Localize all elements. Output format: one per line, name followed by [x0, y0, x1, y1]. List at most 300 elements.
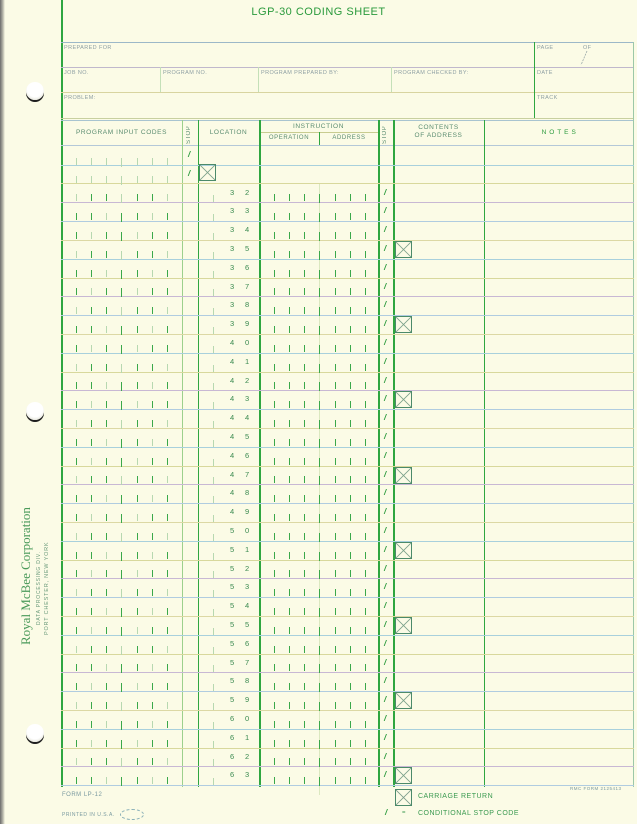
input-code-tick — [167, 288, 168, 295]
instruction-tick — [304, 589, 305, 596]
location-digit-2: 2 — [245, 187, 250, 197]
binder-hole-bottom — [26, 724, 44, 742]
table-row[interactable] — [61, 390, 634, 409]
instruction-tick — [350, 514, 351, 521]
location-digit-1: 5 — [230, 525, 235, 535]
input-code-tick — [152, 270, 153, 277]
input-code-tick — [106, 458, 107, 465]
input-code-tick — [152, 721, 153, 728]
instruction-tick — [274, 232, 275, 239]
instruction-tick — [350, 570, 351, 577]
input-code-tick — [76, 439, 77, 446]
instruction-tick — [365, 627, 366, 634]
table-row[interactable] — [61, 560, 634, 579]
instruction-tick — [365, 570, 366, 577]
instruction-tick — [350, 495, 351, 502]
input-code-tick — [91, 270, 92, 277]
input-code-tick — [91, 683, 92, 690]
input-code-tick — [152, 627, 153, 634]
location-tick — [213, 628, 214, 635]
input-code-tick — [137, 758, 138, 765]
instruction-tick — [365, 758, 366, 765]
input-code-tick — [137, 683, 138, 690]
input-code-tick — [167, 251, 168, 258]
location-digit-1: 4 — [230, 450, 235, 460]
instruction-tick — [335, 307, 336, 314]
table-row[interactable] — [61, 748, 634, 767]
instruction-tick — [335, 589, 336, 596]
conditional-stop-mark: / — [384, 619, 387, 629]
input-code-tick — [137, 420, 138, 427]
instruction-tick — [274, 664, 275, 671]
input-code-tick — [137, 232, 138, 239]
input-code-tick — [76, 176, 77, 183]
location-digit-2: 8 — [245, 488, 250, 498]
conditional-stop-mark: / — [384, 544, 387, 554]
location-tick — [213, 308, 214, 315]
input-code-tick — [91, 533, 92, 540]
col-notes: N O T E S — [541, 129, 577, 136]
input-code-tick — [152, 476, 153, 483]
conditional-stop-mark: / — [188, 150, 191, 159]
instruction-tick — [274, 608, 275, 615]
input-code-tick — [152, 326, 153, 333]
location-digit-1: 5 — [230, 676, 235, 686]
instruction-tick — [304, 627, 305, 634]
prepared-for-label: PREPARED FOR — [64, 45, 112, 51]
input-code-tick — [91, 758, 92, 765]
instruction-tick — [304, 194, 305, 201]
table-row[interactable] — [61, 635, 634, 654]
instruction-tick — [289, 552, 290, 559]
table-row[interactable] — [61, 259, 634, 278]
input-code-tick — [76, 213, 77, 220]
input-code-tick — [137, 664, 138, 671]
input-code-tick — [91, 664, 92, 671]
instruction-tick — [274, 758, 275, 765]
table-row[interactable] — [61, 334, 634, 353]
input-code-tick — [91, 777, 92, 784]
instruction-tick — [289, 664, 290, 671]
instruction-tick — [274, 439, 275, 446]
input-code-tick — [167, 364, 168, 371]
location-digit-1: 3 — [230, 281, 235, 291]
instruction-tick — [289, 213, 290, 220]
carriage-return-box-icon — [395, 617, 412, 634]
location-digit-1: 5 — [230, 582, 235, 592]
input-code-tick — [76, 702, 77, 709]
input-code-tick — [91, 476, 92, 483]
instruction-tick — [350, 382, 351, 389]
instruction-tick — [289, 194, 290, 201]
instruction-tick — [335, 646, 336, 653]
instruction-tick — [289, 758, 290, 765]
location-digit-2: 6 — [245, 450, 250, 460]
input-code-tick — [106, 608, 107, 615]
input-code-tick — [167, 476, 168, 483]
instruction-tick — [289, 270, 290, 277]
location-digit-2: 1 — [245, 356, 250, 366]
input-code-tick — [91, 721, 92, 728]
location-digit-1: 4 — [230, 394, 235, 404]
input-code-tick — [76, 533, 77, 540]
location-digit-1: 4 — [230, 507, 235, 517]
input-code-tick — [106, 158, 107, 165]
instruction-tick — [350, 232, 351, 239]
location-digit-1: 5 — [230, 601, 235, 611]
instruction-tick — [274, 326, 275, 333]
page-label: PAGE — [537, 45, 554, 51]
location-tick — [213, 233, 214, 240]
instruction-tick — [304, 458, 305, 465]
input-code-tick — [152, 288, 153, 295]
table-row[interactable] — [61, 466, 634, 485]
instruction-tick — [289, 382, 290, 389]
instruction-tick — [335, 382, 336, 389]
table-row[interactable] — [61, 541, 634, 560]
form-number: FORM LP-12 — [62, 792, 103, 798]
location-tick — [213, 289, 214, 296]
instruction-tick — [350, 288, 351, 295]
input-code-tick — [137, 326, 138, 333]
table-row[interactable] — [61, 240, 634, 259]
legend-equals: = — [402, 810, 407, 816]
instruction-tick — [365, 589, 366, 596]
location-digit-1: 5 — [230, 544, 235, 554]
location-digit-1: 5 — [230, 563, 235, 573]
location-digit-2: 5 — [245, 243, 250, 253]
instruction-tick — [335, 570, 336, 577]
input-code-tick — [167, 702, 168, 709]
table-row[interactable] — [61, 447, 634, 466]
table-row[interactable] — [61, 184, 634, 203]
publisher-imprint — [18, 507, 50, 645]
input-code-tick — [137, 382, 138, 389]
instruction-tick — [335, 345, 336, 352]
table-row[interactable] — [61, 616, 634, 635]
instruction-tick — [350, 758, 351, 765]
location-digit-2: 4 — [245, 601, 250, 611]
location-tick — [213, 459, 214, 466]
instruction-tick — [274, 570, 275, 577]
instruction-tick — [365, 740, 366, 747]
input-code-tick — [91, 702, 92, 709]
col-program-input-codes: PROGRAM INPUT CODES — [75, 129, 168, 136]
carriage-return-box-icon — [199, 164, 216, 181]
location-digit-2: 0 — [245, 337, 250, 347]
input-code-tick — [152, 158, 153, 165]
instruction-tick — [289, 251, 290, 258]
instruction-tick — [350, 721, 351, 728]
binder-hole-top — [26, 82, 44, 100]
instruction-tick — [304, 364, 305, 371]
table-row[interactable] — [61, 372, 634, 391]
input-code-tick — [91, 514, 92, 521]
instruction-tick — [274, 213, 275, 220]
location-digit-2: 5 — [245, 431, 250, 441]
table-row[interactable] — [61, 315, 634, 334]
instruction-tick — [350, 401, 351, 408]
instruction-tick — [350, 270, 351, 277]
location-tick — [213, 214, 214, 221]
input-code-tick — [152, 683, 153, 690]
location-tick — [213, 496, 214, 503]
of-label: OF — [583, 45, 592, 51]
instruction-tick — [304, 721, 305, 728]
location-digit-2: 0 — [245, 525, 250, 535]
input-code-tick — [106, 646, 107, 653]
location-digit-1: 6 — [230, 732, 235, 742]
location-digit-1: 5 — [230, 638, 235, 648]
input-code-tick — [76, 326, 77, 333]
instruction-tick — [304, 664, 305, 671]
table-row[interactable] — [61, 484, 634, 503]
conditional-stop-mark: / — [384, 225, 387, 235]
input-code-tick — [152, 382, 153, 389]
input-code-tick — [167, 176, 168, 183]
table-row[interactable] — [61, 672, 634, 691]
conditional-stop-mark: / — [384, 187, 387, 197]
instruction-tick — [289, 495, 290, 502]
input-code-tick — [106, 401, 107, 408]
input-code-tick — [152, 514, 153, 521]
conditional-stop-mark: / — [384, 770, 387, 780]
instruction-tick — [365, 345, 366, 352]
input-code-tick — [137, 721, 138, 728]
conditional-stop-mark: / — [384, 563, 387, 573]
instruction-tick — [289, 458, 290, 465]
input-code-tick — [137, 270, 138, 277]
input-code-tick — [121, 158, 122, 167]
input-code-tick — [76, 158, 77, 165]
form-code: RMC FORM 2125413 — [570, 786, 622, 791]
table-row[interactable] — [61, 522, 634, 541]
instruction-tick — [335, 476, 336, 483]
union-label-icon — [120, 809, 144, 820]
instruction-tick — [365, 194, 366, 201]
instruction-tick — [335, 194, 336, 201]
input-code-tick — [76, 232, 77, 239]
table-row[interactable] — [61, 428, 634, 447]
instruction-tick — [350, 664, 351, 671]
location-digit-2: 1 — [245, 544, 250, 554]
input-code-tick — [137, 158, 138, 165]
input-code-tick — [106, 307, 107, 314]
input-code-tick — [167, 232, 168, 239]
conditional-stop-mark: / — [384, 319, 387, 329]
input-code-tick — [167, 570, 168, 577]
input-code-tick — [137, 439, 138, 446]
input-code-tick — [167, 345, 168, 352]
table-row[interactable] — [61, 202, 634, 221]
input-code-tick — [76, 570, 77, 577]
instruction-tick — [289, 702, 290, 709]
location-digit-2: 6 — [245, 638, 250, 648]
instruction-tick — [289, 570, 290, 577]
instruction-tick — [274, 514, 275, 521]
instruction-tick — [350, 702, 351, 709]
location-digit-2: 9 — [245, 695, 250, 705]
instruction-tick — [304, 552, 305, 559]
table-row[interactable] — [61, 766, 634, 785]
table-row[interactable] — [61, 691, 634, 710]
input-code-tick — [137, 307, 138, 314]
input-code-tick — [91, 401, 92, 408]
input-code-tick — [167, 777, 168, 784]
row-line — [61, 165, 634, 166]
instruction-tick — [335, 270, 336, 277]
input-code-tick — [76, 646, 77, 653]
conditional-stop-mark: / — [384, 356, 387, 366]
input-code-tick — [91, 646, 92, 653]
location-digit-2: 4 — [245, 413, 250, 423]
input-code-tick — [76, 401, 77, 408]
input-code-tick — [91, 232, 92, 239]
instruction-tick — [335, 664, 336, 671]
input-code-tick — [137, 740, 138, 747]
input-code-tick — [167, 213, 168, 220]
table-row[interactable] — [61, 654, 634, 673]
instruction-tick — [365, 476, 366, 483]
instruction-tick — [274, 777, 275, 784]
location-tick — [213, 684, 214, 691]
input-code-tick — [76, 777, 77, 784]
instruction-tick — [289, 420, 290, 427]
table-row[interactable] — [61, 578, 634, 597]
table-row[interactable] — [61, 353, 634, 372]
table-row[interactable] — [61, 296, 634, 315]
instruction-tick — [365, 251, 366, 258]
location-digit-1: 5 — [230, 695, 235, 705]
input-code-tick — [106, 664, 107, 671]
printed-in: PRINTED IN U.S.A. — [62, 812, 115, 818]
instruction-tick — [304, 270, 305, 277]
input-code-tick — [91, 552, 92, 559]
instruction-tick — [335, 232, 336, 239]
table-row[interactable] — [61, 710, 634, 729]
instruction-tick — [274, 288, 275, 295]
location-tick — [213, 647, 214, 654]
input-code-tick — [106, 777, 107, 784]
instruction-tick — [350, 194, 351, 201]
location-digit-2: 3 — [245, 206, 250, 216]
input-code-tick — [91, 570, 92, 577]
instruction-tick — [274, 683, 275, 690]
instruction-tick — [335, 608, 336, 615]
instruction-tick — [304, 251, 305, 258]
program-prepared-by-label: PROGRAM PREPARED BY: — [261, 70, 339, 76]
input-code-tick — [152, 307, 153, 314]
input-code-tick — [76, 495, 77, 502]
instruction-tick — [335, 758, 336, 765]
table-row[interactable] — [61, 221, 634, 240]
instruction-tick — [304, 646, 305, 653]
instruction-tick — [350, 683, 351, 690]
location-digit-1: 4 — [230, 375, 235, 385]
instruction-tick — [365, 514, 366, 521]
instruction-tick — [365, 664, 366, 671]
instruction-tick — [335, 702, 336, 709]
instruction-tick — [274, 364, 275, 371]
location-digit-1: 4 — [230, 431, 235, 441]
conditional-stop-mark: / — [384, 337, 387, 347]
input-code-tick — [152, 608, 153, 615]
input-code-tick — [137, 458, 138, 465]
conditional-stop-mark: / — [384, 281, 387, 291]
input-code-tick — [106, 232, 107, 239]
instruction-tick — [365, 702, 366, 709]
instruction-tick — [350, 646, 351, 653]
table-row[interactable] — [61, 409, 634, 428]
conditional-stop-mark: / — [384, 507, 387, 517]
input-code-tick — [91, 345, 92, 352]
location-tick — [213, 515, 214, 522]
location-digit-2: 8 — [245, 300, 250, 310]
location-tick — [213, 252, 214, 259]
input-code-tick — [152, 740, 153, 747]
location-tick — [213, 703, 214, 710]
paper-left-edge — [0, 0, 5, 824]
input-code-tick — [167, 401, 168, 408]
col-stop-2: STOP — [382, 125, 388, 144]
location-tick — [213, 741, 214, 748]
input-code-tick — [152, 232, 153, 239]
conditional-stop-mark: / — [384, 243, 387, 253]
carriage-return-box-icon — [395, 316, 412, 333]
conditional-stop-mark: / — [384, 713, 387, 723]
instruction-tick — [365, 401, 366, 408]
input-code-tick — [152, 777, 153, 784]
input-code-tick — [152, 176, 153, 183]
instruction-tick — [304, 439, 305, 446]
carriage-return-box-icon — [395, 467, 412, 484]
col-address: ADDRESS — [332, 135, 366, 141]
input-code-tick — [106, 702, 107, 709]
input-code-tick — [91, 439, 92, 446]
location-tick — [213, 327, 214, 334]
instruction-tick — [335, 288, 336, 295]
input-code-tick — [76, 382, 77, 389]
input-code-tick — [152, 664, 153, 671]
instruction-tick — [304, 758, 305, 765]
instruction-tick — [304, 232, 305, 239]
instruction-tick — [335, 401, 336, 408]
location-digit-2: 9 — [245, 507, 250, 517]
input-code-tick — [137, 777, 138, 784]
input-code-tick — [106, 439, 107, 446]
location-digit-2: 8 — [245, 676, 250, 686]
location-digit-1: 4 — [230, 488, 235, 498]
table-row[interactable] — [61, 278, 634, 297]
instruction-tick — [365, 364, 366, 371]
table-row[interactable] — [61, 503, 634, 522]
input-code-tick — [91, 251, 92, 258]
instruction-tick — [350, 213, 351, 220]
location-tick — [213, 440, 214, 447]
instruction-tick — [365, 646, 366, 653]
table-row[interactable] — [61, 729, 634, 748]
location-tick — [213, 365, 214, 372]
location-digit-2: 0 — [245, 713, 250, 723]
row-line — [61, 785, 634, 786]
location-digit-2: 7 — [245, 657, 250, 667]
input-code-tick — [106, 570, 107, 577]
instruction-tick — [274, 702, 275, 709]
instruction-tick — [274, 458, 275, 465]
table-row[interactable] — [61, 597, 634, 616]
input-code-tick — [137, 194, 138, 201]
instruction-tick — [289, 721, 290, 728]
